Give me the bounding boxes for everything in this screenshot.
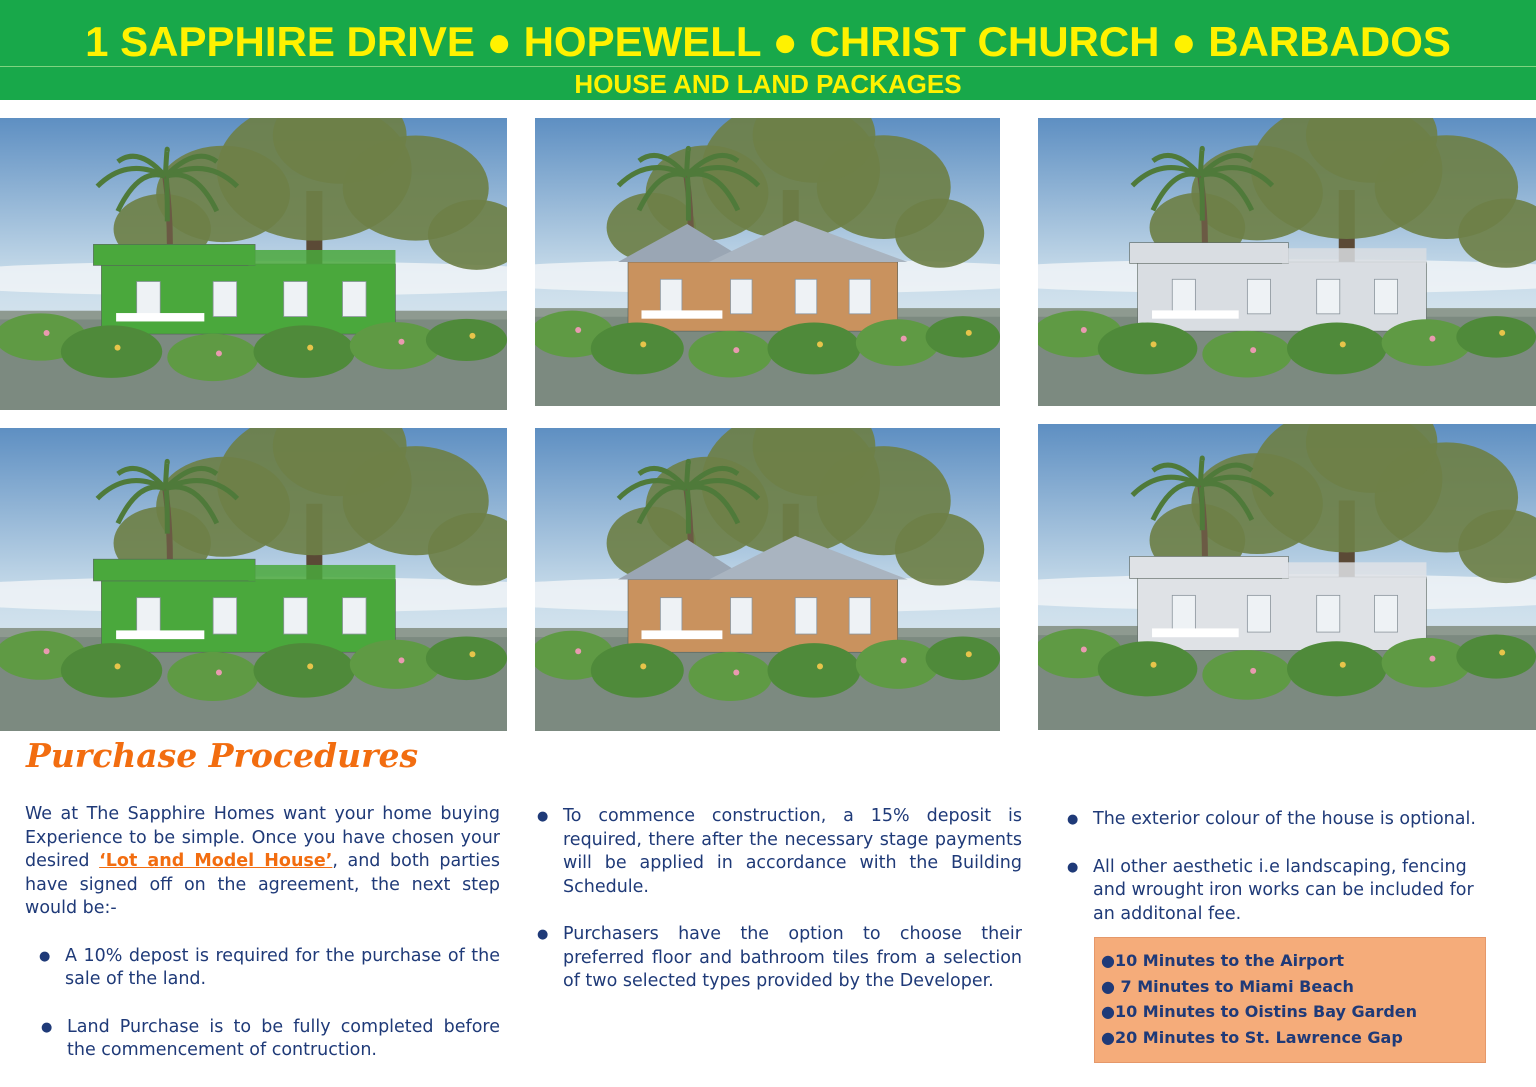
procedures-column-3 bbox=[1067, 808, 1489, 926]
distance-oistins: ●10 Minutes to Oistins Bay Garden bbox=[1101, 1002, 1418, 1021]
house-render-3 bbox=[1038, 118, 1536, 406]
lot-and-model-highlight: ‘Lot and Model House’ bbox=[99, 851, 333, 871]
distances-box bbox=[1094, 937, 1486, 1063]
intro-text-start: We at The Sapphire Homes want your home buying Experience to be simple. Once you have chosen your desired bbox=[25, 804, 500, 871]
house-render-4 bbox=[0, 428, 507, 731]
bullet-exterior-colour: ● The exterior colour of the house is optional. bbox=[1067, 808, 1489, 832]
procedures-column-1 bbox=[25, 803, 500, 1063]
house-render-5 bbox=[535, 428, 1000, 731]
render-illustration bbox=[535, 428, 1000, 731]
bullet-construction-deposit: ● To commence construction, a 15% deposit is required, there after the necessary stage payments will be applied in accordance with the Building Schedule. bbox=[537, 805, 1022, 899]
procedures-title: Purchase Procedures bbox=[26, 736, 419, 775]
procedures-column-2 bbox=[537, 805, 1022, 994]
header-banner bbox=[0, 0, 1536, 100]
house-render-1 bbox=[0, 118, 507, 410]
house-render-6 bbox=[1038, 424, 1536, 730]
render-illustration bbox=[0, 118, 507, 410]
banner-title: 1 SAPPHIRE DRIVE ● HOPEWELL ● CHRIST CHURCH ● BARBADOS bbox=[85, 18, 1451, 65]
render-illustration bbox=[535, 118, 1000, 406]
bullet-tile-options: ● Purchasers have the option to choose their preferred floor and bathroom tiles from a selection of two selected types provided by the Developer. bbox=[537, 923, 1022, 994]
distance-airport: ●10 Minutes to the Airport bbox=[1101, 951, 1344, 970]
render-illustration bbox=[0, 428, 507, 731]
distance-st-lawrence-gap: ●20 Minutes to St. Lawrence Gap bbox=[1101, 1027, 1403, 1047]
intro-text-end: , and both parties have signed off on the agreement, the next step would be:- bbox=[25, 851, 500, 918]
render-illustration bbox=[1038, 424, 1536, 730]
render-illustration bbox=[1038, 118, 1536, 406]
procedures-intro bbox=[25, 803, 500, 921]
distance-miami-beach: ● 7 Minutes to Miami Beach bbox=[1101, 976, 1354, 996]
bullet-land-deposit: ● A 10% depost is required for the purchase of the sale of the land. bbox=[39, 945, 500, 992]
house-render-2 bbox=[535, 118, 1000, 406]
bullet-land-purchase: ● Land Purchase is to be fully completed before the commencement of contruction. bbox=[41, 1016, 500, 1063]
banner-subtitle: HOUSE AND LAND PACKAGES bbox=[574, 69, 962, 99]
bullet-aesthetic-extras: ● All other aesthetic i.e landscaping, fencing and wrought iron works can be included for an additonal fee. bbox=[1067, 856, 1489, 927]
